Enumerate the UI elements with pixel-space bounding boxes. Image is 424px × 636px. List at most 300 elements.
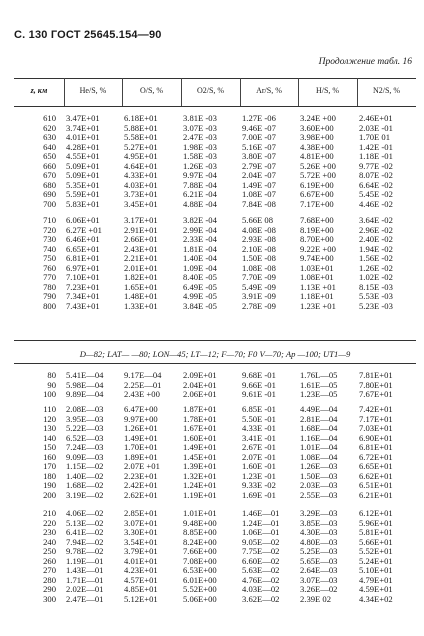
altitude-cell: 250 — [43, 547, 56, 556]
value-cell: 6.53E+00 — [183, 566, 217, 575]
value-cell: 4.49E—04 — [300, 405, 338, 414]
altitude-cell: 770 — [43, 273, 56, 282]
value-cell: 9.97E+00 — [124, 414, 158, 424]
value-cell: 6.19E+00 — [300, 180, 334, 190]
value-cell: 9.09E—03 — [66, 452, 104, 462]
value-cell: 7.34E+01 — [66, 292, 100, 301]
value-cell: 4.01E+01 — [66, 133, 100, 142]
value-cell: 2.67E -01 — [242, 443, 276, 452]
value-cell: 5.65E—03 — [300, 556, 338, 566]
value-cell: 1.02E -02 — [359, 273, 393, 282]
value-cell: 7.70E -09 — [242, 273, 276, 282]
value-cell: 1.49E -07 — [242, 180, 276, 190]
value-cell: 2.46E+01 — [359, 114, 393, 123]
table-row — [14, 133, 416, 143]
value-cell: 2.79E -07 — [242, 161, 276, 171]
value-cell: 3.07E—03 — [300, 575, 338, 585]
value-cell: 6.62E+01 — [359, 471, 393, 481]
value-cell: 6.64E -02 — [359, 180, 393, 190]
value-cell: 1.23E—05 — [300, 390, 338, 399]
table-row — [14, 245, 416, 255]
value-cell: 4.03E—02 — [242, 585, 280, 594]
value-cell: 2.43E+01 — [124, 244, 158, 254]
altitude-cell: 110 — [43, 405, 56, 414]
value-cell: 6.21E+01 — [359, 490, 393, 500]
altitude-cell: 650 — [43, 152, 56, 161]
value-cell: 6.85E -01 — [242, 405, 276, 414]
value-cell: 2.25E—01 — [124, 380, 162, 390]
altitude-cell: 750 — [43, 254, 56, 263]
altitude-cell: 170 — [43, 462, 56, 471]
value-cell: 3.29E—03 — [300, 509, 338, 518]
value-cell: 2.04E+01 — [183, 380, 217, 390]
value-cell: 4.95E+01 — [124, 152, 158, 161]
value-cell: 9.17E—04 — [124, 371, 162, 380]
altitude-cell: 220 — [43, 518, 56, 528]
value-cell: 7.17E+00 — [300, 199, 334, 209]
value-cell: 2.43E +00 — [124, 390, 160, 399]
altitude-cell: 760 — [43, 263, 56, 273]
altitude-cell: 230 — [43, 528, 56, 537]
value-cell: 4.76E—02 — [242, 575, 280, 585]
value-cell: 3.91E -09 — [242, 292, 276, 301]
table-row — [14, 491, 416, 501]
altitude-cell: 80 — [47, 371, 56, 380]
altitude-cell: 620 — [43, 123, 56, 133]
value-cell: 4.34E+02 — [359, 594, 393, 604]
value-cell: 1.27E -06 — [242, 114, 276, 123]
altitude-cell: 630 — [43, 133, 56, 142]
value-cell: 2.81E—04 — [300, 414, 338, 424]
value-cell: 1.40E—02 — [66, 471, 104, 481]
value-cell: 3.98E+00 — [300, 133, 334, 142]
value-cell: 1.46E—01 — [242, 509, 280, 518]
table-row — [14, 415, 416, 425]
value-cell: 6.81E+01 — [66, 254, 100, 263]
data-block-710-800 — [14, 216, 416, 311]
value-cell: 1.26E—03 — [300, 462, 338, 471]
table-row — [14, 283, 416, 293]
value-cell: 1.01E+01 — [183, 509, 217, 518]
altitude-cell: 720 — [43, 225, 56, 235]
table-row — [14, 509, 416, 519]
value-cell: 2.47E—01 — [66, 594, 104, 604]
table-row — [14, 152, 416, 162]
data-block-110-200 — [14, 405, 416, 500]
value-cell: 7.80E+01 — [359, 380, 393, 390]
block-separator-rule — [14, 363, 416, 364]
value-cell: 9.33E -02 — [242, 481, 276, 490]
value-cell: 7.81E+01 — [359, 371, 393, 380]
column-divider — [181, 78, 182, 106]
value-cell: 2.39E 02 — [300, 594, 332, 604]
value-cell: 5.22E—03 — [66, 424, 104, 433]
value-cell: 5.35E+01 — [66, 180, 100, 190]
value-cell: 5.81E+01 — [359, 528, 393, 537]
table-row — [14, 273, 416, 283]
table-row — [14, 557, 416, 567]
altitude-cell: 730 — [43, 235, 56, 244]
altitude-cell: 790 — [43, 292, 56, 301]
value-cell: 1.98E -03 — [183, 142, 217, 152]
value-cell: 3.30E+01 — [124, 528, 158, 537]
data-block-80-100 — [14, 371, 416, 400]
value-cell: 7.24E—03 — [66, 443, 104, 452]
table-row — [14, 519, 416, 529]
value-cell: 1.26E -02 — [359, 263, 393, 273]
value-cell: 6.90E+01 — [359, 433, 393, 443]
altitude-cell: 210 — [43, 509, 56, 518]
altitude-cell: 150 — [43, 443, 56, 452]
column-divider — [357, 78, 358, 106]
value-cell: 3.81E -03 — [183, 114, 217, 123]
table-row — [14, 595, 416, 605]
table-row — [14, 264, 416, 274]
altitude-cell: 120 — [43, 414, 56, 424]
value-cell: 1.18E+01 — [300, 292, 334, 301]
value-cell: 5.66E+01 — [359, 537, 393, 547]
value-cell: 3.79E+01 — [124, 547, 158, 556]
column-divider — [240, 78, 241, 106]
value-cell: 7.23E+01 — [66, 282, 100, 292]
value-cell: 4.99E -05 — [183, 292, 217, 301]
table-row — [14, 235, 416, 245]
value-cell: 5.06E+00 — [183, 594, 217, 604]
table-row — [14, 292, 416, 302]
altitude-cell: 290 — [43, 585, 56, 594]
value-cell: 1.71E—01 — [66, 575, 104, 585]
value-cell: 1.03E+01 — [300, 263, 334, 273]
value-cell: 1.40E -04 — [183, 254, 217, 263]
value-cell: 9.89E—04 — [66, 390, 104, 399]
value-cell: 2.85E+01 — [124, 509, 158, 518]
value-cell: 1.78E+01 — [183, 414, 217, 424]
value-cell: 1.43E—01 — [66, 566, 104, 575]
altitude-cell: 740 — [43, 244, 56, 254]
value-cell: 1.08E—04 — [300, 452, 338, 462]
value-cell: 3.24E +00 — [300, 114, 336, 123]
value-cell: 1.23E -01 — [242, 471, 276, 481]
altitude-cell: 710 — [43, 216, 56, 225]
table-row — [14, 528, 416, 538]
value-cell: 6.18E+01 — [124, 114, 158, 123]
value-cell: 5.72E +00 — [300, 171, 336, 180]
value-cell: 1.70E 01 — [359, 133, 391, 142]
value-cell: 2.23E+01 — [124, 471, 158, 481]
value-cell: 1.08E+01 — [300, 273, 334, 282]
value-cell: 3.07E -03 — [183, 123, 217, 133]
value-cell: 4.33E -01 — [242, 424, 276, 433]
value-cell: 1.50E -08 — [242, 254, 276, 263]
value-cell: 5.09E+01 — [66, 161, 100, 171]
value-cell: 8.19E+00 — [300, 225, 334, 235]
value-cell: 1.08E -07 — [242, 190, 276, 199]
value-cell: 1.39E+01 — [183, 462, 217, 471]
value-cell: 1.49E+01 — [183, 443, 217, 452]
table-row — [14, 462, 416, 472]
value-cell: 1.48E+01 — [124, 292, 158, 301]
value-cell: 1.23E +01 — [300, 301, 336, 311]
value-cell: 7.03E+01 — [359, 424, 393, 433]
value-cell: 5.25E—03 — [300, 547, 338, 556]
value-cell: 9.74E+00 — [300, 254, 334, 263]
value-cell: 5.52E+01 — [359, 547, 393, 556]
value-cell: 1.01E—04 — [300, 443, 338, 452]
value-cell: 6.52E—03 — [66, 433, 104, 443]
value-cell: 3.74E+01 — [66, 123, 100, 133]
value-cell: 4.64E+01 — [124, 161, 158, 171]
value-cell: 8.85E+00 — [183, 528, 217, 537]
altitude-cell: 780 — [43, 282, 56, 292]
table-row — [14, 371, 416, 381]
value-cell: 6.27E +01 — [66, 225, 102, 235]
value-cell: 1.13E +01 — [300, 282, 336, 292]
table-row — [14, 200, 416, 210]
value-cell: 1.15E—02 — [66, 462, 104, 471]
table-row — [14, 254, 416, 264]
value-cell: 1.18E -01 — [359, 152, 393, 161]
value-cell: 7.67E+01 — [359, 390, 393, 399]
value-cell: 6.60E—02 — [242, 556, 280, 566]
value-cell: 6.01E+00 — [183, 575, 217, 585]
value-cell: 2.55E—03 — [300, 490, 338, 500]
value-cell: 4.33E+01 — [124, 171, 158, 180]
value-cell: 1.89E+01 — [124, 452, 158, 462]
value-cell: 6.49E -05 — [183, 282, 217, 292]
value-cell: 1.24E—01 — [242, 518, 280, 528]
value-cell: 4.85E+01 — [124, 585, 158, 594]
page-header: С. 130 ГОСТ 25645.154—90 — [14, 29, 162, 41]
value-cell: 1.68E—04 — [300, 424, 338, 433]
table-row — [14, 190, 416, 200]
value-cell: 5.53E -03 — [359, 292, 393, 301]
value-cell: 1.32E+01 — [183, 471, 217, 481]
altitude-cell: 660 — [43, 161, 56, 171]
value-cell: 5.96E+01 — [359, 518, 393, 528]
value-cell: 9.78E—02 — [66, 547, 104, 556]
value-cell: 1.68E—02 — [66, 481, 104, 490]
value-cell: 2.02E—01 — [66, 585, 104, 594]
value-cell: 9.66E -01 — [242, 380, 276, 390]
value-cell: 2.99E -04 — [183, 225, 217, 235]
value-cell: 2.93E -08 — [242, 235, 276, 244]
value-cell: 5.66E 08 — [242, 216, 274, 225]
value-cell: 4.80E—03 — [300, 537, 338, 547]
data-block-210-300 — [14, 509, 416, 604]
value-cell: 4.79E+01 — [359, 575, 393, 585]
value-cell: 1.19E+01 — [183, 490, 217, 500]
value-cell: 1.87E+01 — [183, 405, 217, 414]
value-cell: 6.41E—02 — [66, 528, 104, 537]
altitude-cell: 260 — [43, 556, 56, 566]
value-cell: 8.07E -02 — [359, 171, 393, 180]
value-cell: 1.60E+01 — [183, 433, 217, 443]
value-cell: 2.03E -01 — [359, 123, 393, 133]
value-cell: 7.08E+00 — [183, 556, 217, 566]
value-cell: 4.88E -04 — [183, 199, 217, 209]
value-cell: 7.68E+00 — [300, 216, 334, 225]
value-cell: 3.62E—02 — [242, 594, 280, 604]
altitude-cell: 800 — [43, 301, 56, 311]
table-row — [14, 405, 416, 415]
value-cell: 5.49E -09 — [242, 282, 276, 292]
value-cell: 3.26E—02 — [300, 585, 338, 594]
table-row — [14, 566, 416, 576]
altitude-cell: 140 — [43, 433, 56, 443]
value-cell: 1.33E+01 — [124, 301, 158, 311]
value-cell: 6.97E+01 — [66, 263, 100, 273]
value-cell: 5.98E—04 — [66, 380, 104, 390]
value-cell: 7.84E -08 — [242, 199, 276, 209]
value-cell: 1.70E+01 — [124, 443, 158, 452]
table-row — [14, 547, 416, 557]
value-cell: 3.84E -05 — [183, 301, 217, 311]
value-cell: 3.95E—03 — [66, 414, 104, 424]
table-row — [14, 585, 416, 595]
value-cell: 8.70E+00 — [300, 235, 334, 244]
table-row — [14, 381, 416, 391]
value-cell: 2.91E+01 — [124, 225, 158, 235]
value-cell: 6.65E+01 — [66, 244, 100, 254]
value-cell: 1.61E—05 — [300, 380, 338, 390]
table-row — [14, 443, 416, 453]
value-cell: 6.72E+01 — [359, 452, 393, 462]
value-cell: 1.08E -08 — [242, 263, 276, 273]
value-cell: 9.46E -07 — [242, 123, 276, 133]
value-cell: 2.33E -04 — [183, 235, 217, 244]
value-cell: 1.56E -02 — [359, 254, 393, 263]
value-cell: 1.24E+01 — [183, 481, 217, 490]
value-cell: 4.06E—02 — [66, 509, 104, 518]
value-cell: 1.58E -03 — [183, 152, 217, 161]
value-cell: 1.49E+01 — [124, 433, 158, 443]
value-cell: 4.28E+01 — [66, 142, 100, 152]
value-cell: 1.26E -03 — [183, 161, 217, 171]
value-cell: 4.81E+00 — [300, 152, 334, 161]
value-cell: 7.17E+01 — [359, 414, 393, 424]
value-cell: 4.08E -08 — [242, 225, 276, 235]
value-cell: 8.24E+00 — [183, 537, 217, 547]
value-cell: 7.42E+01 — [359, 405, 393, 414]
altitude-cell: 300 — [43, 594, 56, 604]
value-cell: 3.07E+01 — [124, 518, 158, 528]
altitude-cell: 700 — [43, 199, 56, 209]
value-cell: 2.07E +01 — [124, 462, 160, 471]
value-cell: 2.07E -01 — [242, 452, 276, 462]
value-cell: 5.63E—02 — [242, 566, 280, 575]
value-cell: 2.42E+01 — [124, 481, 158, 490]
altitude-cell: 180 — [43, 471, 56, 481]
value-cell: 4.59E+01 — [359, 585, 393, 594]
value-cell: 6.65E+01 — [359, 462, 393, 471]
value-cell: 1.42E -01 — [359, 142, 393, 152]
value-cell: 4.23E+01 — [124, 566, 158, 575]
value-cell: 1.94E -02 — [359, 244, 393, 254]
value-cell: 5.09E+01 — [66, 171, 100, 180]
block-separator-rule — [14, 340, 416, 341]
value-cell: 5.10E+01 — [359, 566, 393, 575]
value-cell: 2.10E -08 — [242, 244, 276, 254]
value-cell: 4.55E+01 — [66, 152, 100, 161]
altitude-cell: 240 — [43, 537, 56, 547]
value-cell: 2.40E -02 — [359, 235, 393, 244]
value-cell: 8.40E -05 — [183, 273, 217, 282]
value-cell: 7.75E—02 — [242, 547, 280, 556]
value-cell: 2.96E -02 — [359, 225, 393, 235]
column-header-h: H/S, % — [315, 86, 340, 95]
value-cell: 2.09E+01 — [183, 371, 217, 380]
value-cell: 5.88E+01 — [124, 123, 158, 133]
data-block-610-700 — [14, 114, 416, 209]
value-cell: 2.66E+01 — [124, 235, 158, 244]
table-header-rule — [14, 106, 416, 107]
value-cell: 4.57E+01 — [124, 575, 158, 585]
value-cell: 1.69E -01 — [242, 490, 276, 500]
value-cell: 3.80E -07 — [242, 152, 276, 161]
table-row — [14, 434, 416, 444]
value-cell: 3.41E -01 — [242, 433, 276, 443]
value-cell: 2.04E -07 — [242, 171, 276, 180]
value-cell: 2.03E—03 — [300, 481, 338, 490]
value-cell: 2.21E+01 — [124, 254, 158, 263]
value-cell: 2.06E+01 — [183, 390, 217, 399]
altitude-cell: 690 — [43, 190, 56, 199]
table-row — [14, 481, 416, 491]
value-cell: 1.16E—04 — [300, 433, 338, 443]
value-cell: 6.47E+00 — [124, 405, 158, 414]
value-cell: 3.82E -04 — [183, 216, 217, 225]
column-divider — [64, 78, 65, 106]
value-cell: 9.22E +00 — [300, 244, 336, 254]
value-cell: 1.82E+01 — [124, 273, 158, 282]
value-cell: 8.15E -03 — [359, 282, 393, 292]
value-cell: 3.85E—03 — [300, 518, 338, 528]
value-cell: 7.43E+01 — [66, 301, 100, 311]
value-cell: 5.41E—04 — [66, 371, 104, 380]
value-cell: 3.17E+01 — [124, 216, 158, 225]
value-cell: 9.61E -01 — [242, 390, 276, 399]
value-cell: 9.77E -02 — [359, 161, 393, 171]
altitude-cell: 640 — [43, 142, 56, 152]
value-cell: 1.09E -04 — [183, 263, 217, 273]
value-cell: 1.50E—03 — [300, 471, 338, 481]
value-cell: 5.23E -03 — [359, 301, 393, 311]
table-row — [14, 538, 416, 548]
value-cell: 7.10E+01 — [66, 273, 100, 282]
value-cell: 6.67E+00 — [300, 190, 334, 199]
column-header-o2: O2/S, % — [196, 86, 225, 95]
value-cell: 9.05E—02 — [242, 537, 280, 547]
column-header-ar: Ar/S, % — [256, 86, 282, 95]
value-cell: 5.59E+01 — [66, 190, 100, 199]
value-cell: 5.13E—02 — [66, 518, 104, 528]
column-header-altitude: z, км — [30, 86, 48, 95]
value-cell: 3.73E+01 — [124, 190, 158, 199]
value-cell: 4.38E+00 — [300, 142, 334, 152]
value-cell: 4.46E -02 — [359, 199, 393, 209]
value-cell: 3.60E+00 — [300, 123, 334, 133]
altitude-cell: 280 — [43, 575, 56, 585]
value-cell: 7.66E+00 — [183, 547, 217, 556]
altitude-cell: 190 — [43, 481, 56, 490]
value-cell: 1.06E—01 — [242, 528, 280, 537]
table-row — [14, 226, 416, 236]
value-cell: 3.19E—02 — [66, 490, 104, 500]
value-cell: 7.94E—02 — [66, 537, 104, 547]
value-cell: 3.45E+01 — [124, 199, 158, 209]
value-cell: 3.47E+01 — [66, 114, 100, 123]
altitude-cell: 160 — [43, 452, 56, 462]
